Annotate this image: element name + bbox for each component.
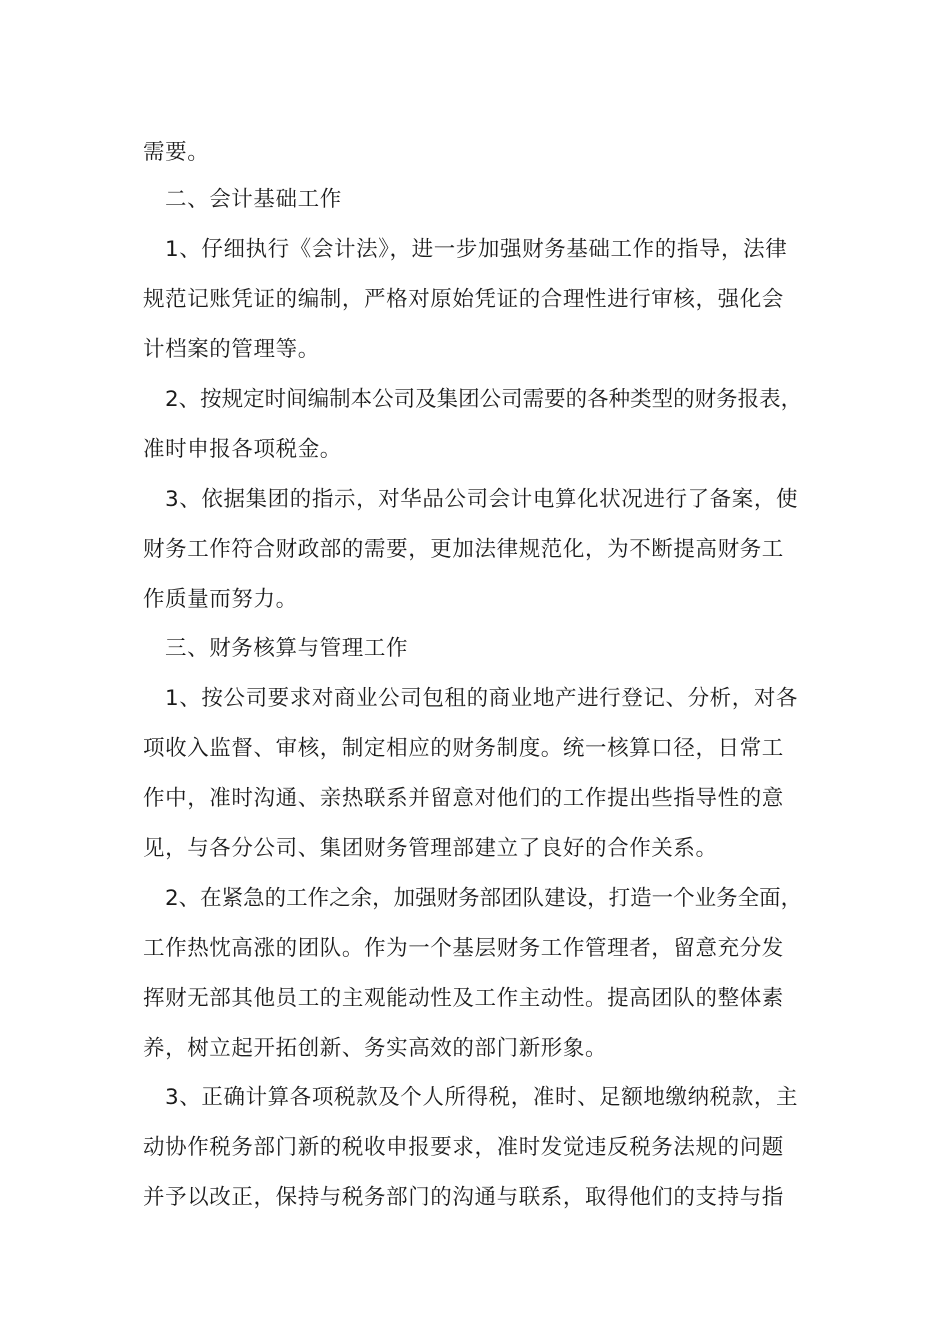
section-heading-2: 二、会计基础工作 [165,187,342,212]
text-line-16: 2、在紧急的工作之余，加强财务部团队建设，打造一个业务全面， [165,886,803,911]
text-line-19: 养，树立起开拓创新、务实高效的部门新形象。 [143,1036,608,1061]
text-line-18: 挥财无部其他员工的主观能动性及工作主动性。提高团队的整体素 [143,986,784,1011]
text-line-6: 2、按规定时间编制本公司及集团公司需要的各种类型的财务报表， [165,387,803,412]
section-heading-3: 三、财务核算与管理工作 [165,636,409,661]
text-line-20: 3、正确计算各项税款及个人所得税，准时、足额地缴纳税款，主 [165,1085,799,1110]
text-line-8: 3、依据集团的指示，对华品公司会计电算化状况进行了备案，使 [165,487,799,512]
text-line-14: 作中，准时沟通、亲热联系并留意对他们的工作提出些指导性的意 [143,786,784,811]
text-line-10: 作质量而努力。 [143,587,298,612]
text-line-17: 工作热忱高涨的团队。作为一个基层财务工作管理者，留意充分发 [143,936,784,961]
text-line-13: 项收入监督、审核，制定相应的财务制度。统一核算口径，日常工 [143,736,784,761]
text-line-12: 1、按公司要求对商业公司包租的商业地产进行登记、分析，对各 [165,686,799,711]
text-line-21: 动协作税务部门新的税收申报要求，准时发觉违反税务法规的问题 [143,1135,784,1160]
text-line-5: 计档案的管理等。 [143,337,320,362]
text-line-22: 并予以改正，保持与税务部门的沟通与联系，取得他们的支持与指 [143,1185,784,1210]
text-line-15: 见，与各分公司、集团财务管理部建立了良好的合作关系。 [143,836,718,861]
text-line-3: 1、仔细执行《会计法》，进一步加强财务基础工作的指导，法律 [165,237,788,262]
text-line-7: 准时申报各项税金。 [143,437,342,462]
text-line-1: 需要。 [143,140,210,165]
text-line-4: 规范记账凭证的编制，严格对原始凭证的合理性进行审核，强化会 [143,287,784,312]
text-line-9: 财务工作符合财政部的需要，更加法律规范化，为不断提高财务工 [143,537,784,562]
